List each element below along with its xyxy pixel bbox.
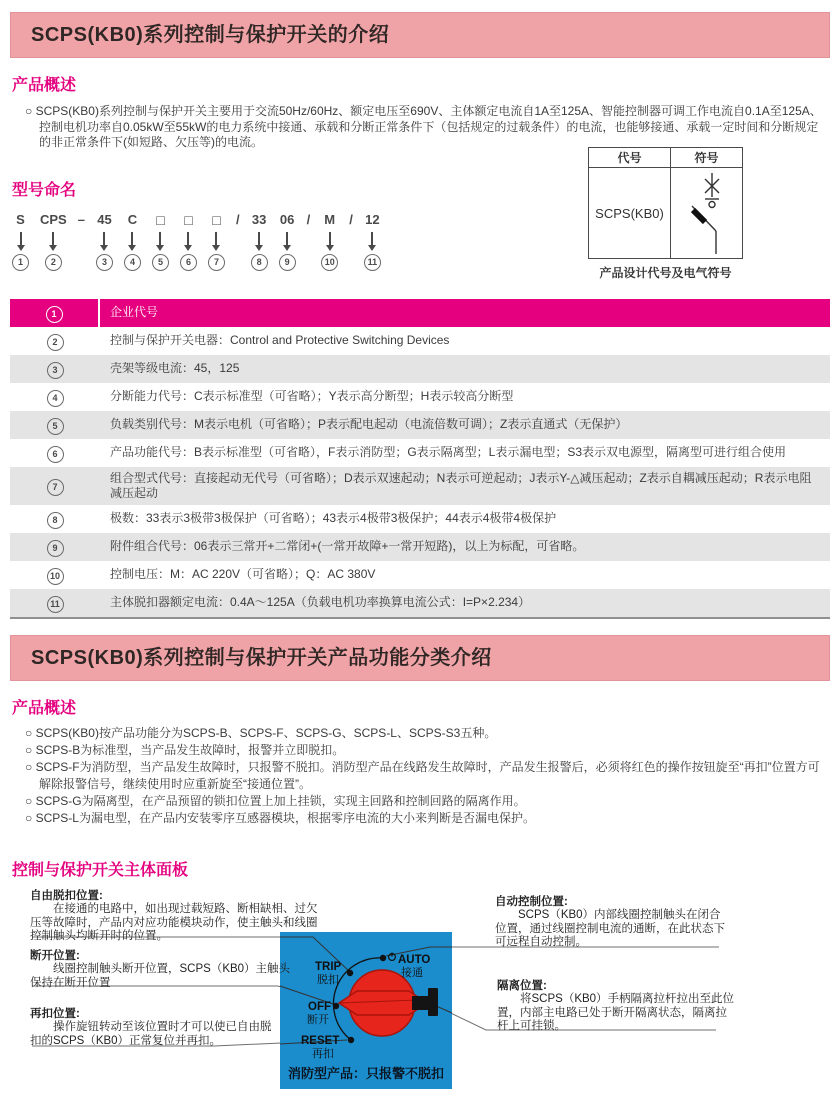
row-number-circle: 6 [47, 446, 64, 463]
row-number-circle: 10 [47, 568, 64, 585]
callout-reset-position: 再扣位置: 操作旋钮转动至该位置时才可以使已自由脱扣的SCPS（KB0）正常复位并再扣。 [30, 1007, 272, 1047]
down-arrow-icon [371, 232, 373, 245]
off-label-zh: 断开 [307, 1013, 329, 1026]
section1-overview-paragraph: ○ SCPS(KB0)系列控制与保护开关主要用于交流50Hz/60Hz、额定电压至690V、主体额定电流自1A至125A、智能控制器可调工作电流自0.1A至125A、控制电机功率自0.05kW至55kW的电力系统中接通、承载和分断正常条件下（包括规定的过载条件）的电流，也能够接通、承载一定时间和分断规定的非正常条件下(如短路、欠压等)的电流。 [25, 104, 822, 150]
model-token: □ 6 [180, 212, 197, 271]
down-arrow-icon [329, 232, 331, 245]
section1-title-bar [10, 12, 830, 58]
row-number-circle: 9 [47, 540, 64, 557]
table-row: 5 负载类别代号：M表示电机（可省略）；P表示配电起动（电流倍数可调）；Z表示直通式（无保护） [10, 411, 830, 439]
down-arrow-icon [286, 232, 288, 245]
table-row: 4 分断能力代号：C表示标准型（可省略）；Y表示高分断型；H表示较高分断型 [10, 383, 830, 411]
model-token: □ 7 [208, 212, 225, 271]
model-token: S 1 [12, 212, 29, 271]
down-arrow-icon [215, 232, 217, 245]
code-index-circle: 10 [321, 254, 338, 271]
code-index-circle: 5 [152, 254, 169, 271]
row-number-circle: 7 [47, 479, 64, 496]
row-number-circle: 3 [47, 362, 64, 379]
off-dot [333, 1003, 339, 1009]
model-naming-heading: 型号命名 [12, 181, 77, 199]
code-index-circle: 2 [45, 254, 62, 271]
table-row: 7 组合型式代号：直接起动无代号（可省略）；D表示双速起动；N表示可逆起动；J表示Y-△减压起动；Z表示自耦减压起动；R表示电阻减压起动 [10, 467, 830, 505]
down-arrow-icon [20, 232, 22, 245]
model-token: 45 3 [96, 212, 113, 271]
symbol-table-caption: 产品设计代号及电气符号 [599, 266, 732, 280]
row-number-circle: 5 [47, 418, 64, 435]
reset-dot [348, 1037, 354, 1043]
section1-title: SCPS(KB0)系列控制与保护开关的介绍 [31, 24, 390, 46]
down-arrow-icon [52, 232, 54, 245]
model-token: 12 11 [364, 212, 381, 271]
model-separator: – [77, 211, 85, 227]
trip-label-zh: 脱扣 [317, 973, 339, 986]
code-index-circle: 8 [251, 254, 268, 271]
auto-label: AUTO [398, 953, 431, 966]
down-arrow-icon [258, 232, 260, 245]
code-explanation-table [10, 299, 830, 619]
list-item: ○ SCPS-G为隔离型，在产品预留的锁扣位置上加上挂锁，实现主回路和控制回路的隔离作用。 [25, 793, 526, 808]
row-number-circle: 8 [47, 512, 64, 529]
table-row: 9 附件组合代号：06表示三常开+二常闭+(一常开故障+一常开短路)，以上为标配，可省略。 [10, 533, 830, 561]
auto-label-zh: 接通 [401, 966, 423, 979]
down-arrow-icon [103, 232, 105, 245]
section1-overview-heading: 产品概述 [12, 77, 77, 94]
design-code-symbol-table [588, 147, 743, 281]
code-index-circle: 7 [208, 254, 225, 271]
list-item: ○ SCPS-F为消防型，当产品发生故障时，只报警不脱扣。消防型产品在线路发生故障时，产品发生报警后，必须将红色的操作按钮旋至“再扣”位置方可解除报警信号，继续使用时应重新旋至“接通位置”。 [25, 759, 820, 791]
trip-dot [347, 970, 353, 976]
section2-bullet-list [12, 725, 828, 827]
table-row: 6 产品功能代号：B表示标准型（可省略），F表示消防型；G表示隔离型；L表示漏电型；S3表示双电源型，隔离型可进行组合使用 [10, 439, 830, 467]
isolation-lever-cap [428, 988, 438, 1016]
off-label: OFF [308, 1000, 331, 1013]
reset-label: RESET [301, 1034, 340, 1047]
table-row: 11 主体脱扣器额定电流：0.4A～125A（负载电机功率换算电流公式：I=P×2.234） [10, 589, 830, 617]
model-token: C 4 [124, 212, 141, 271]
model-token: CPS 2 [40, 212, 67, 271]
model-token: 06 9 [279, 212, 296, 271]
row-number-circle: 1 [46, 306, 63, 323]
table-row: 2 控制与保护开关电器：Control and Protective Switching Devices [10, 327, 830, 355]
symbol-table-header-code: 代号 [589, 148, 671, 168]
model-token: M 10 [321, 212, 338, 271]
down-arrow-icon [187, 232, 189, 245]
model-token: 33 8 [251, 212, 268, 271]
table-row: 8 极数：33表示3极带3极保护（可省略）；43表示4极带3极保护；44表示4极带4极保护 [10, 505, 830, 533]
list-item: ○ SCPS-B为标准型，当产品发生故障时，报警并立即脱扣。 [25, 742, 345, 757]
code-index-circle: 6 [180, 254, 197, 271]
callout-off-position: 断开位置: 线圈控制触头断开位置，SCPS（KB0）主触头保持在断开位置 [30, 949, 291, 989]
section2-overview-heading: 产品概述 [12, 699, 77, 717]
symbol-table-header-symbol: 符号 [671, 148, 742, 168]
list-item: ○ SCPS(KB0)按产品功能分为SCPS-B、SCPS-F、SCPS-G、SCPS-L、SCPS-S3五种。 [25, 725, 497, 740]
fire-type-note: 消防型产品：只报警不脱扣 [287, 1065, 445, 1081]
section2-title: SCPS(KB0)系列控制与保护开关产品功能分类介绍 [31, 646, 492, 669]
panel-diagram-section [0, 886, 840, 1112]
table-row: 1 企业代号 [10, 299, 830, 327]
circuit-breaker-symbol-icon [671, 168, 742, 258]
callout-auto-position: 自动控制位置: SCPS（KB0）内部线圈控制触头在闭合位置，通过线圈控制电流的通断，在此状态下可远程自动控制。 [495, 895, 725, 948]
code-index-circle: 3 [96, 254, 113, 271]
table-row: 10 控制电压：M：AC 220V（可省略）；Q：AC 380V [10, 561, 830, 589]
isolation-lever [412, 996, 430, 1010]
auto-dot [380, 955, 386, 961]
code-index-circle: 9 [279, 254, 296, 271]
model-separator: / [306, 211, 311, 227]
trip-label: TRIP [315, 960, 342, 973]
code-index-circle: 1 [12, 254, 29, 271]
model-separator: / [235, 211, 240, 227]
model-separator: / [349, 211, 353, 227]
down-arrow-icon [159, 232, 161, 245]
section2-title-bar [10, 635, 830, 681]
down-arrow-icon [131, 232, 133, 245]
row-number-circle: 4 [47, 390, 64, 407]
reset-label-zh: 再扣 [312, 1047, 334, 1060]
callout-isolation-position: 隔离位置: 将SCPS（KB0）手柄隔离拉杆拉出至此位置，内部主电路已处于断开隔离状态，隔离拉杆上可挂锁。 [497, 979, 735, 1032]
code-index-circle: 11 [364, 254, 381, 271]
list-item: ○ SCPS-L为漏电型，在产品内安装零序互感器模块，根据零序电流的大小来判断是否漏电保护。 [25, 810, 535, 825]
symbol-table-code-cell: SCPS(KB0) [589, 168, 671, 258]
panel-heading: 控制与保护开关主体面板 [12, 861, 189, 879]
row-number-circle: 11 [47, 596, 64, 613]
code-index-circle: 4 [124, 254, 141, 271]
bullet-mark: ○ [25, 104, 33, 118]
row-number-circle: 2 [47, 334, 64, 351]
table-row: 3 壳架等级电流：45，125 [10, 355, 830, 383]
model-token: □ 5 [152, 212, 169, 271]
callout-free-trip: 自由脱扣位置: 在接通的电路中，如出现过载短路、断相缺相、过欠压等故障时，产品内对应功能模块动作，使主触头和线圈控制触头均断开时的位置。 [30, 889, 318, 942]
